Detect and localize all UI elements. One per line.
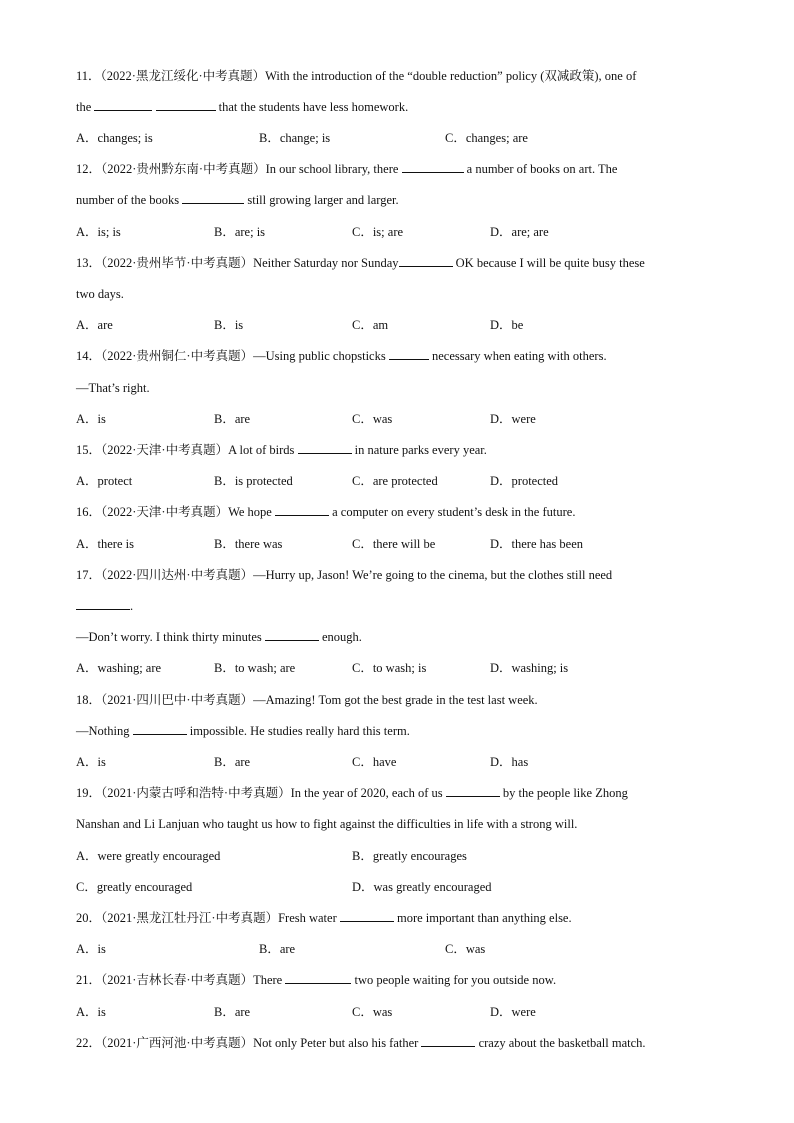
q18-text-c: impossible. He studies really hard this term. [189, 724, 410, 738]
option-d[interactable]: D．are; are [490, 225, 549, 239]
q22-stem [76, 1033, 646, 1053]
option-c[interactable]: C．greatly encouraged [76, 880, 193, 894]
q19-options-row2 [76, 877, 716, 897]
q11-stem-text: 11．（2022·黑龙江绥化·中考真题）With the introduction of the “double reduction” policy (双减政策), one of [76, 69, 637, 83]
q17-stem-line3 [76, 627, 362, 647]
q15-options [76, 471, 716, 491]
q11-stem [76, 66, 636, 86]
q17-stem [76, 565, 612, 585]
q13-text-c: two days. [76, 287, 124, 301]
option-a[interactable]: A．is; is [76, 225, 121, 239]
q14-stem [76, 346, 607, 366]
answer-blank[interactable] [340, 908, 394, 922]
option-c[interactable]: C．is; are [352, 225, 404, 239]
q12-text-b: a number of books on art. The [466, 162, 618, 176]
option-a[interactable]: A．are [76, 318, 113, 332]
option-c[interactable]: C．to wash; is [352, 661, 427, 675]
q17-text-b: . [130, 599, 134, 613]
option-b[interactable]: B．to wash; are [214, 661, 296, 675]
option-b[interactable]: B．are [259, 942, 296, 956]
q19-stem-line2 [76, 814, 577, 834]
q12-options [76, 222, 716, 242]
q15-text-a: 15．（2022·天津·中考真题）A lot of birds [76, 443, 295, 457]
answer-blank[interactable] [275, 502, 329, 516]
q13-stem [76, 253, 645, 273]
answer-blank[interactable] [389, 346, 429, 360]
answer-blank[interactable] [182, 190, 244, 204]
q20-options [76, 939, 716, 959]
answer-blank[interactable] [265, 627, 319, 641]
option-b[interactable]: B．greatly encourages [352, 849, 467, 863]
q16-stem [76, 502, 575, 522]
option-b[interactable]: B．there was [214, 537, 283, 551]
q16-options [76, 534, 716, 554]
q19-options-row1 [76, 846, 716, 866]
option-a[interactable]: A．protect [76, 474, 133, 488]
q19-text-a: 19．（2021·内蒙古呼和浩特·中考真题）In the year of 2020, each of us [76, 786, 443, 800]
q21-options [76, 1002, 716, 1022]
answer-blank[interactable] [133, 721, 187, 735]
q20-text-b: more important than anything else. [397, 911, 572, 925]
q15-text-b: in nature parks every year. [354, 443, 487, 457]
option-a[interactable]: A．changes; is [76, 131, 153, 145]
q21-stem [76, 970, 556, 990]
option-a[interactable]: A．is [76, 755, 106, 769]
q17-text-c: —Don’t worry. I think thirty minutes [76, 630, 262, 644]
option-b[interactable]: B．is protected [214, 474, 293, 488]
q18-options [76, 752, 716, 772]
option-c[interactable]: C．have [352, 755, 397, 769]
option-c[interactable]: C．was [352, 412, 393, 426]
option-d[interactable]: D．was greatly encouraged [352, 880, 492, 894]
q18-text-a: 18．（2021·四川巴中·中考真题）—Amazing! Tom got the best grade in the test last week. [76, 693, 538, 707]
option-a[interactable]: A．there is [76, 537, 134, 551]
answer-blank[interactable] [446, 783, 500, 797]
q12-stem [76, 159, 617, 179]
answer-blank[interactable] [298, 440, 352, 454]
q21-text-a: 21．（2021·吉林长春·中考真题）There [76, 973, 283, 987]
option-a[interactable]: A．were greatly encouraged [76, 849, 221, 863]
answer-blank[interactable] [156, 97, 216, 111]
q11-text-a: the [76, 100, 92, 114]
option-b[interactable]: B．are; is [214, 225, 266, 239]
q16-text-b: a computer on every student’s desk in the future. [332, 505, 576, 519]
q17-text-d: enough. [322, 630, 362, 644]
q18-stem-line2 [76, 721, 410, 741]
option-d[interactable]: D．were [490, 1005, 536, 1019]
option-a[interactable]: A．is [76, 942, 106, 956]
q18-text-b: —Nothing [76, 724, 130, 738]
q17-options [76, 658, 716, 678]
q19-stem [76, 783, 628, 803]
option-b[interactable]: B．is [214, 318, 244, 332]
q14-text-c: —That’s right. [76, 381, 150, 395]
q13-text-a: 13．（2022·贵州毕节·中考真题）Neither Saturday nor Sunday [76, 256, 399, 270]
q20-text-a: 20．（2021·黑龙江牡丹江·中考真题）Fresh water [76, 911, 337, 925]
q14-text-b: necessary when eating with others. [431, 349, 607, 363]
q11-options [76, 128, 716, 148]
option-d[interactable]: D．protected [490, 474, 559, 488]
option-d[interactable]: D．be [490, 318, 524, 332]
answer-blank[interactable] [76, 596, 130, 610]
option-c[interactable]: C．are protected [352, 474, 438, 488]
option-c[interactable]: C．there will be [352, 537, 436, 551]
option-b[interactable]: B．change; is [259, 131, 331, 145]
q20-stem [76, 908, 572, 928]
answer-blank[interactable] [285, 970, 351, 984]
q12-stem-line2 [76, 190, 399, 210]
answer-blank[interactable] [399, 253, 453, 267]
q14-options [76, 409, 716, 429]
option-b[interactable]: B．are [214, 412, 251, 426]
q12-text-a: 12．（2022·贵州黔东南·中考真题）In our school library, there [76, 162, 399, 176]
answer-blank[interactable] [402, 159, 464, 173]
option-d[interactable]: D．there has been [490, 537, 584, 551]
q17-stem-line2 [76, 596, 133, 616]
q22-text-a: 22．（2021·广西河池·中考真题）Not only Peter but also his father [76, 1036, 419, 1050]
q11-text-b: that the students have less homework. [218, 100, 409, 114]
q21-text-b: two people waiting for you outside now. [354, 973, 557, 987]
option-b[interactable]: B．are [214, 755, 251, 769]
q22-text-b: crazy about the basketball match. [478, 1036, 646, 1050]
q18-stem [76, 690, 538, 710]
option-c[interactable]: C．am [352, 318, 389, 332]
option-c[interactable]: C．was [352, 1005, 393, 1019]
option-a[interactable]: A．is [76, 1005, 106, 1019]
q14-text-a: 14．（2022·贵州铜仁·中考真题）—Using public chopsticks [76, 349, 386, 363]
option-d[interactable]: D．washing; is [490, 661, 569, 675]
answer-blank[interactable] [421, 1033, 475, 1047]
q13-options [76, 315, 716, 335]
option-a[interactable]: A．washing; are [76, 661, 162, 675]
option-d[interactable]: D．were [490, 412, 536, 426]
option-d[interactable]: D．has [490, 755, 529, 769]
option-c[interactable]: C．was [445, 942, 486, 956]
q17-text-a: 17．（2022·四川达州·中考真题）—Hurry up, Jason! We’re going to the cinema, but the clothes still need [76, 568, 613, 582]
q15-stem [76, 440, 487, 460]
q14-stem-line2 [76, 378, 150, 398]
answer-blank[interactable] [94, 97, 152, 111]
q19-text-b: by the people like Zhong [502, 786, 628, 800]
option-c[interactable]: C．changes; are [445, 131, 528, 145]
q12-text-d: still growing larger and larger. [247, 193, 399, 207]
q12-text-c: number of the books [76, 193, 180, 207]
option-a[interactable]: A．is [76, 412, 106, 426]
option-b[interactable]: B．are [214, 1005, 251, 1019]
q11-stem-line2 [76, 97, 408, 117]
q16-text-a: 16．（2022·天津·中考真题）We hope [76, 505, 272, 519]
q19-text-c: Nanshan and Li Lanjuan who taught us how to fight against the difficulties in life with a strong will. [76, 817, 578, 831]
q13-text-b: OK because I will be quite busy these [455, 256, 645, 270]
q13-stem-line2 [76, 284, 124, 304]
